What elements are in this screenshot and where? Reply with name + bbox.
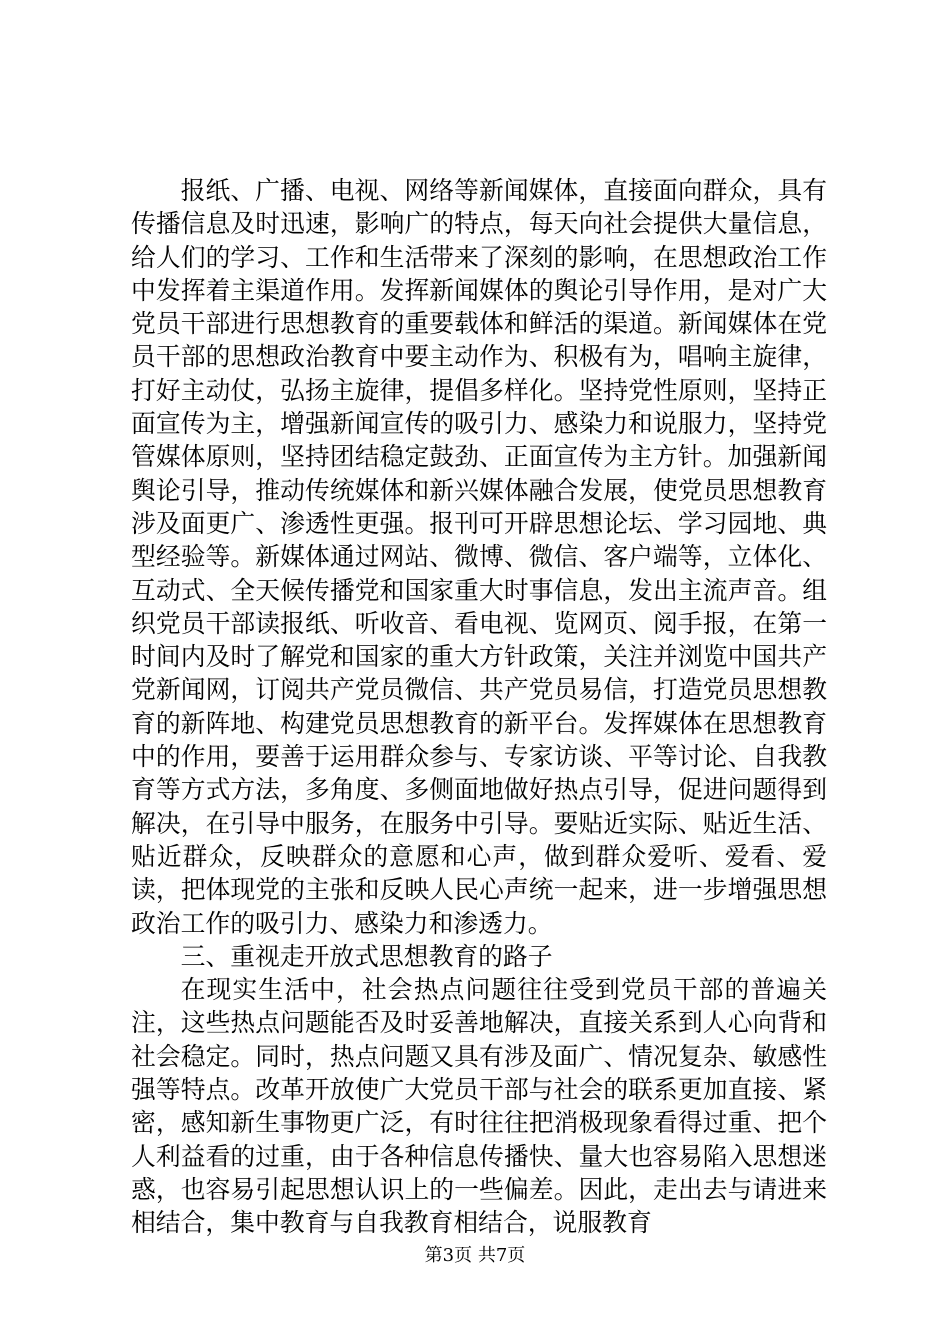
body-paragraph-hotspots: 在现实生活中，社会热点问题往往受到党员干部的普遍关注，这些热点问题能否及时妥善地解决，直接关系到人心向背和社会稳定。同时，热点问题又具有涉及面广、情况复杂、敏感性强等特点。改革开放使广大党员干部与社会的联系更加直接、紧密，感知新生事物更广泛，有时往往把消极现象看得过重、把个人利益看的过重，由于各种信息传播快、量大也容易陷入思想迷惑，也容易引起思想认识上的一些偏差。因此，走出去与请进来相结合，集中教育与自我教育相结合，说服教育: [131, 975, 827, 1238]
section-heading-three: 三、重视走开放式思想教育的路子: [180, 941, 553, 971]
page-number-footer: 第3页 共7页: [424, 1245, 526, 1266]
body-paragraph-media: 报纸、广播、电视、网络等新闻媒体，直接面向群众，具有传播信息及时迅速，影响广的特点，每天向社会提供大量信息，给人们的学习、工作和生活带来了深刻的影响，在思想政治工作中发挥着主渠道作用。发挥新闻媒体的舆论引导作用，是对广大党员干部进行思想教育的重要载体和鲜活的渠道。新闻媒体在党员干部的思想政治教育中要主动作为、积极有为，唱响主旋律，打好主动仗，弘扬主旋律，提倡多样化。坚持党性原则，坚持正面宣传为主，增强新闻宣传的吸引力、感染力和说服力，坚持党管媒体原则，坚持团结稳定鼓劲、正面宣传为主方针。加强新闻舆论引导，推动传统媒体和新兴媒体融合发展，使党员思想教育涉及面更广、渗透性更强。报刊可开辟思想论坛、学习园地、典型经验等。新媒体通过网站、微博、微信、客户端等，立体化、互动式、全天候传播党和国家重大时事信息，发出主流声音。组织党员干部读报纸、听收音、看电视、览网页、阅手报，在第一时间内及时了解党和国家的重大方针政策，关注并浏览中国共产党新闻网，订阅共产党员微信、共产党员易信，打造党员思想教育的新阵地、构建党员思想教育的新平台。发挥媒体在思想教育中的作用，要善于运用群众参与、专家访谈、平等讨论、自我教育等方式方法，多角度、多侧面地做好热点引导，促进问题得到解决，在引导中服务，在服务中引导。要贴近实际、贴近生活、贴近群众，反映群众的意愿和心声，做到群众爱听、爱看、爱读，把体现党的主张和反映人民心声统一起来，进一步增强思想政治工作的吸引力、感染力和渗透力。: [131, 176, 827, 938]
document-body: [131, 174, 827, 1240]
